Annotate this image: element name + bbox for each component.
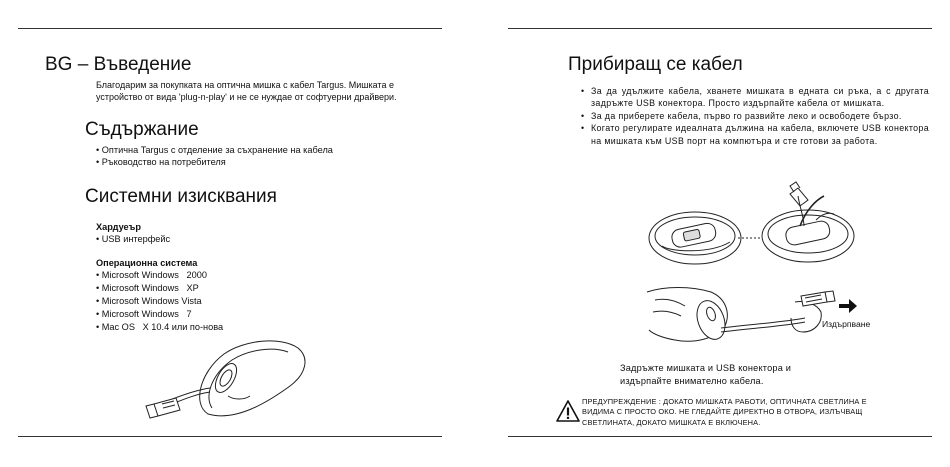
instruction-item: • За да приберете кабела, първо го развийте леко и освободете бързо.: [581, 110, 929, 122]
warning-icon: [556, 400, 580, 422]
mouse-illustration: [140, 338, 310, 428]
hardware-item: • USB интерфейс: [96, 234, 171, 244]
instruction-item: • За да удължите кабела, хванете мишката в едната си ръка, а с другата задръжте USB конектора. Просто издърпайте кабела от мишката.: [581, 85, 929, 110]
os-item: • Microsoft Windows 7: [96, 309, 192, 319]
intro-title: BG – Въведение: [45, 54, 192, 75]
warning-line: ПРЕДУПРЕЖДЕНИЕ : ДОКАТО МИШКАТА РАБОТИ, ОПТИЧНАТА СВЕТЛИНА Е: [582, 397, 867, 406]
contents-title: Съдържание: [85, 119, 199, 140]
instructions-list: [581, 85, 929, 147]
os-item: • Microsoft Windows Vista: [96, 296, 202, 306]
right-top-rule: [508, 28, 932, 29]
warning-text: [582, 397, 867, 428]
contents-item: • Оптична Targus с отделение за съхранение на кабела: [96, 145, 333, 155]
requirements-title: Системни изисквания: [85, 186, 277, 207]
left-bottom-rule: [18, 436, 442, 437]
caption-line: Задръжте мишката и USB конектора и: [620, 363, 792, 373]
caption-line: издърпайте внимателно кабела.: [620, 376, 764, 386]
os-item: • Microsoft Windows 2000: [96, 270, 207, 280]
os-item: • Microsoft Windows XP: [96, 283, 199, 293]
intro-text: Благодарим за покупката на оптична мишка с кабел Targus. Мишката е устройство от вида 'plug-n-play' и не се нуждае от софтуерни драйвери.: [96, 80, 397, 103]
right-bottom-rule: [508, 436, 932, 437]
warning-line: ВИДИМА С ПРОСТО ОКО. НЕ ГЛЕДАЙТЕ ДИРЕКТНО В ОТВОРА, ИЗЛЪЧВАЩ: [582, 407, 863, 417]
os-item: • Mac OS X 10.4 или по-нова: [96, 322, 224, 332]
retractable-title: Прибиращ се кабел: [568, 54, 743, 75]
instruction-item: • Когато регулирате идеалната дължина на кабела, включете USB конектора на мишката към USB порт на компютъра и сте готови за работа.: [581, 122, 929, 147]
contents-item: • Ръководство на потребителя: [96, 157, 226, 167]
left-top-rule: [18, 28, 442, 29]
os-heading: Операционна система: [96, 258, 198, 268]
pull-label: Издърпване: [822, 319, 871, 329]
warning-line: СВЕТЛИНАТА, ДОКАТО МИШКАТА Е ВКЛЮЧЕНА.: [582, 417, 761, 427]
hardware-heading: Хардуеър: [96, 222, 141, 232]
cable-storage-illustration: [640, 186, 860, 276]
pull-cable-illustration: [645, 282, 855, 352]
